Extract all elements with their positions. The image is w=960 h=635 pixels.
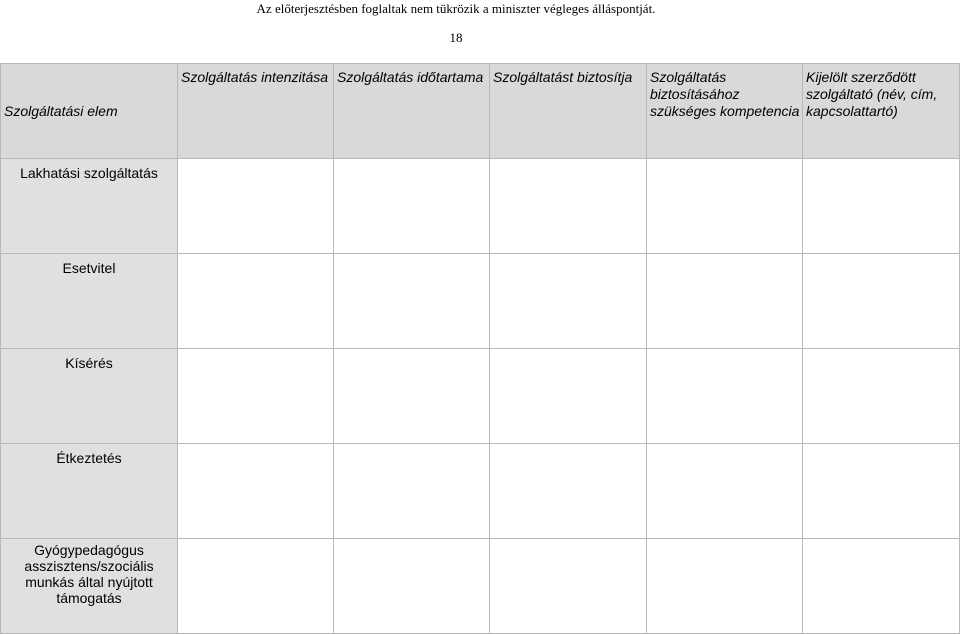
table-cell[interactable] <box>178 159 334 254</box>
table-cell[interactable] <box>490 254 647 349</box>
row-label-escort: Kísérés <box>1 349 178 444</box>
document-header-note: Az előterjesztésben foglaltak nem tükrözik a miniszter végleges álláspontját. <box>256 1 656 16</box>
table-cell[interactable] <box>647 444 803 539</box>
table-cell[interactable] <box>490 349 647 444</box>
table-cell[interactable] <box>490 159 647 254</box>
table-cell[interactable] <box>647 539 803 634</box>
table-cell[interactable] <box>334 444 490 539</box>
table-cell[interactable] <box>803 159 960 254</box>
table-cell[interactable] <box>178 444 334 539</box>
table-cell[interactable] <box>334 349 490 444</box>
row-label-catering: Étkeztetés <box>1 444 178 539</box>
table-header-row <box>1 64 960 159</box>
table-cell[interactable] <box>803 539 960 634</box>
table-cell[interactable] <box>647 159 803 254</box>
service-elements-table <box>0 63 960 634</box>
table-row <box>1 349 960 444</box>
header-service-intensity: Szolgáltatás intenzitása <box>178 64 334 159</box>
header-designated-contractor: Kijelölt szerződött szolgáltató (név, cím, kapcsolattartó) <box>803 64 960 159</box>
header-required-competence: Szolgáltatás biztosításához szükséges kompetencia <box>647 64 803 159</box>
row-label-special-education-support: Gyógypedagógus asszisztens/szociális munkás által nyújtott támogatás <box>1 539 178 634</box>
table-row <box>1 254 960 349</box>
table-cell[interactable] <box>178 539 334 634</box>
table-cell[interactable] <box>334 539 490 634</box>
table-row <box>1 444 960 539</box>
table-row <box>1 539 960 634</box>
table-row <box>1 159 960 254</box>
page-number: 18 <box>449 30 463 45</box>
row-label-case-management: Esetvitel <box>1 254 178 349</box>
table-cell[interactable] <box>334 254 490 349</box>
table-cell[interactable] <box>334 159 490 254</box>
header-service-duration: Szolgáltatás időtartama <box>334 64 490 159</box>
row-label-housing-service: Lakhatási szolgáltatás <box>1 159 178 254</box>
table-cell[interactable] <box>647 349 803 444</box>
header-service-element: Szolgáltatási elem <box>1 64 178 159</box>
table-cell[interactable] <box>803 349 960 444</box>
table-cell[interactable] <box>490 539 647 634</box>
table-cell[interactable] <box>803 444 960 539</box>
table-cell[interactable] <box>803 254 960 349</box>
table-cell[interactable] <box>490 444 647 539</box>
header-service-provider: Szolgáltatást biztosítja <box>490 64 647 159</box>
table-cell[interactable] <box>178 349 334 444</box>
table-cell[interactable] <box>178 254 334 349</box>
table-cell[interactable] <box>647 254 803 349</box>
